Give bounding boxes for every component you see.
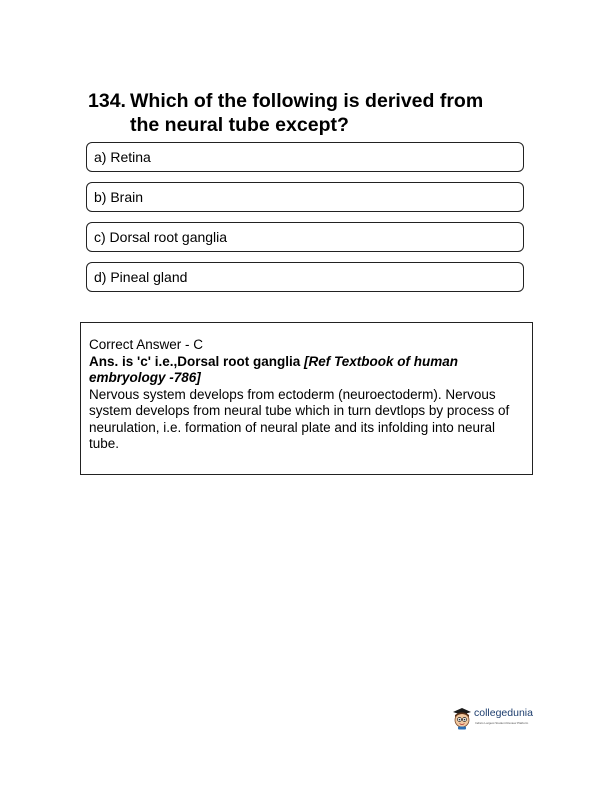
question <box>88 89 528 137</box>
question-text-line2: the neural tube except? <box>130 114 349 136</box>
answer-explanation: Nervous system develops from ectoderm (neuroectoderm). Nervous system develops from neural tube which in turn devtlops by process of neurulation, i.e. formation of neural plate and its infolding into neural tube. <box>89 386 510 451</box>
correct-answer: Correct Answer - C <box>89 337 204 352</box>
brand-tagline: India's Largest Student Review Platform <box>475 721 529 725</box>
answer-reference: [Ref Textbook of human embryology -786] <box>89 353 458 385</box>
option-a[interactable]: a) Retina <box>86 142 524 172</box>
question-text-line1: Which of the following is derived from <box>130 90 484 112</box>
option-d[interactable]: d) Pineal gland <box>86 262 524 292</box>
option-c[interactable]: c) Dorsal root ganglia <box>86 222 524 252</box>
question-number: 134. <box>88 90 126 112</box>
collegedunia-logo <box>452 704 547 734</box>
answer-line <box>89 354 522 387</box>
answer-text: Ans. is 'c' i.e.,Dorsal root ganglia <box>89 353 304 369</box>
option-b[interactable]: b) Brain <box>86 182 524 212</box>
mascot-icon <box>452 706 472 730</box>
brand-name: collegedunia <box>474 707 533 719</box>
answer-box <box>80 322 533 475</box>
